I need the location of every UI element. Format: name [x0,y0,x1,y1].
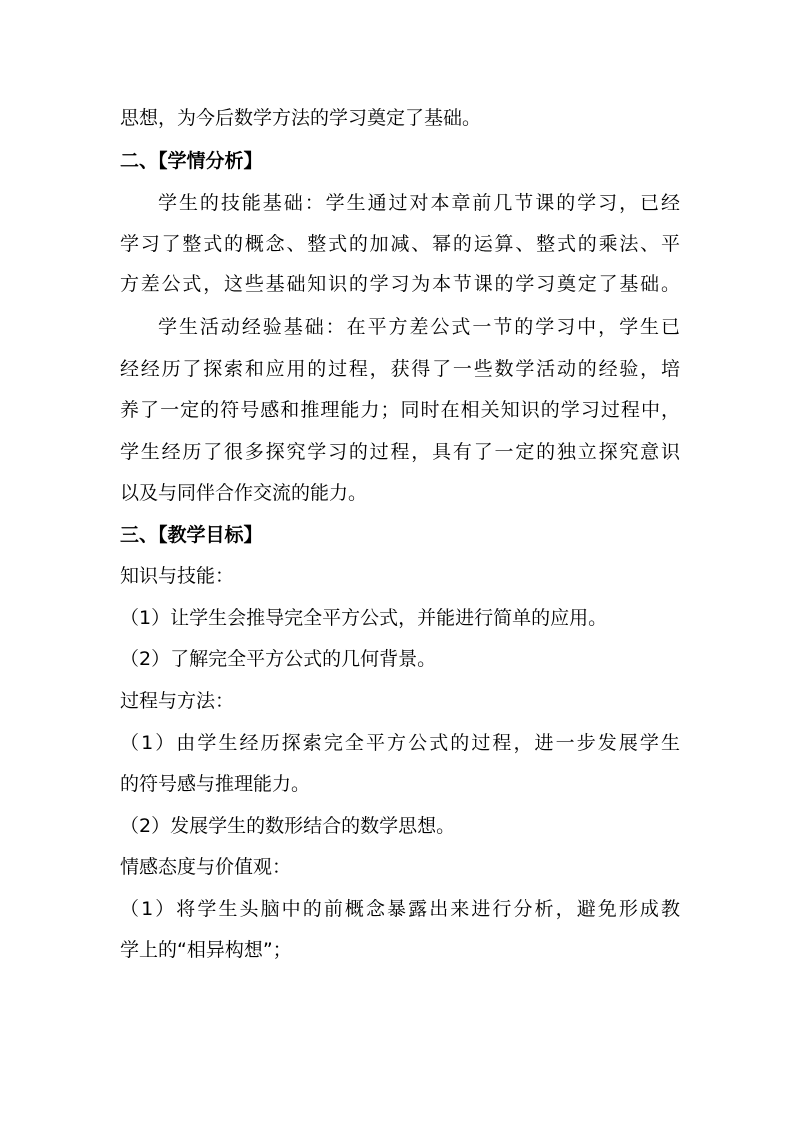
list-item: （2）发展学生的数形结合的数学思想。 [120,815,456,837]
section-heading-student-analysis: 二、【学情分析】 [120,150,263,172]
paragraph-line: 方差公式，这些基础知识的学习为本节课的学习奠定了基础。 [120,273,680,295]
subheading-attitude-values: 情感态度与价值观： [120,856,292,878]
paragraph-line: 学生活动经验基础：在平方差公式一节的学习中，学生已 [158,316,680,338]
list-item: （1）将学生头脑中的前概念暴露出来进行分析，避免形成教 [120,898,680,920]
subheading-knowledge-skills: 知识与技能： [120,565,235,587]
list-item: （1）让学生会推导完全平方公式，并能进行简单的应用。 [120,607,608,629]
list-item: （2）了解完全平方公式的几何背景。 [120,648,437,670]
list-item: （1）由学生经历探索完全平方公式的过程，进一步发展学生 [120,732,680,754]
paragraph-line: 学生的技能基础：学生通过对本章前几节课的学习，已经 [158,192,680,214]
paragraph-line: 思想，为今后数学方法的学习奠定了基础。 [120,107,482,129]
subheading-process-method: 过程与方法： [120,690,235,712]
list-item-continuation: 学上的“相异构想”； [120,939,292,961]
paragraph-line: 学习了整式的概念、整式的加减、幂的运算、整式的乘法、平 [120,233,680,255]
paragraph-line: 以及与同伴合作交流的能力。 [120,482,368,504]
section-heading-teaching-goals: 三、【教学目标】 [120,524,263,546]
paragraph-line: 经经历了探索和应用的过程，获得了一些数学活动的经验，培 [120,358,680,380]
paragraph-line: 养了一定的符号感和推理能力；同时在相关知识的学习过程中， [120,399,680,421]
paragraph-line: 学生经历了很多探究学习的过程，具有了一定的独立探究意识 [120,441,680,463]
list-item-continuation: 的符号感与推理能力。 [120,773,311,795]
